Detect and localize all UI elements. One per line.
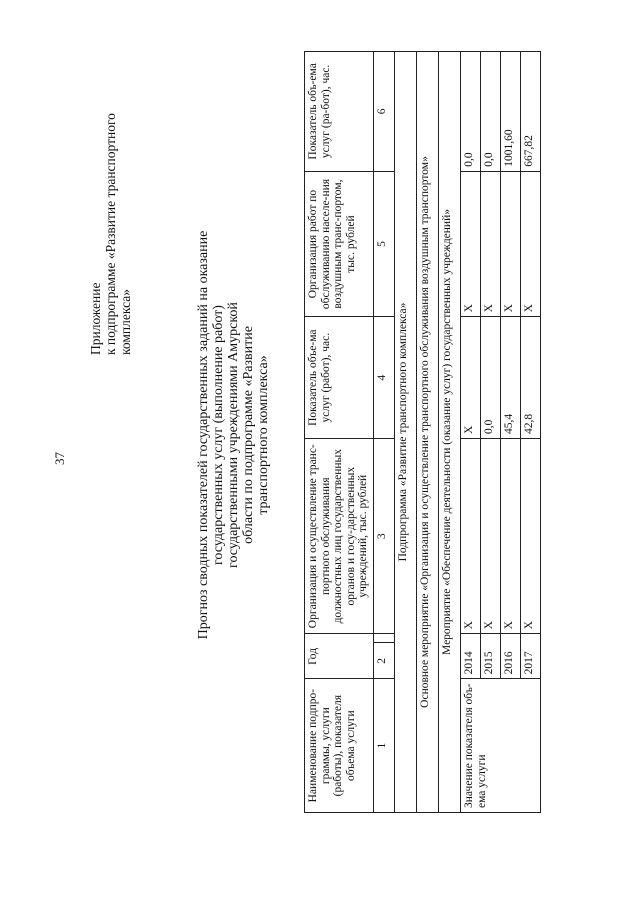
value-cell: X [521, 439, 541, 634]
header-cell-air-transport: Организация работ по обслуживанию населе-ния воздушным транс-портом, тыс. рублей [305, 171, 374, 317]
title-line: государственными учреждениями Амурской [226, 302, 241, 568]
appendix-note [88, 113, 133, 355]
value-cell: X [481, 171, 501, 317]
activity-row [439, 52, 461, 813]
indicator-label: Значение показателя объ-ема услуги [461, 679, 541, 813]
page-number: 37 [52, 452, 67, 465]
value-cell: X [501, 171, 521, 317]
header-cell-year: Год [305, 634, 374, 679]
title-line: государственных услуг (выполнение работ) [211, 305, 226, 565]
value-cell: 42,8 [521, 317, 541, 439]
value-cell: X [481, 439, 501, 634]
column-number: 1 [374, 679, 395, 813]
value-cell: X [521, 171, 541, 317]
forecast-table [304, 51, 541, 813]
activity-title: Мероприятие «Обеспечение деятельности (оказание услуг) государственных учреждений» [439, 52, 461, 813]
value-cell: 0,0 [481, 52, 501, 172]
year-cell: 2016 [501, 634, 521, 679]
appendix-line: комплекса» [118, 289, 133, 355]
subprogram-row [395, 52, 417, 813]
main-activity-title: Основное мероприятие «Организация и осуществление транспортного обслуживания воздушным транспортом» [417, 52, 439, 813]
title-line: Прогноз сводных показателей государственных заданий на оказание [196, 230, 211, 640]
value-cell: X [461, 439, 481, 634]
title-line: области по подпрограмме «Развитие [241, 326, 256, 544]
value-cell: X [461, 171, 481, 317]
value-cell: 0,0 [481, 317, 501, 439]
subprogram-title: Подпрограмма «Развитие транспортного комплекса» [395, 52, 417, 813]
value-cell: X [461, 317, 481, 439]
column-number-row [374, 52, 395, 813]
column-number: 5 [374, 171, 395, 317]
value-cell: X [501, 439, 521, 634]
spacer-cell [374, 634, 395, 643]
table-header-row [305, 52, 374, 813]
value-cell: 1001,60 [501, 52, 521, 172]
column-number: 2 [374, 643, 395, 679]
main-activity-row [417, 52, 439, 813]
header-cell-volume-hours: Показатель объе-ма услуг (работ), час. [305, 317, 374, 439]
value-cell: 0,0 [461, 52, 481, 172]
appendix-line: к подпрограмме «Развитие транспортного [103, 113, 118, 355]
value-cell: 45,4 [501, 317, 521, 439]
column-number: 6 [374, 52, 395, 172]
title-line: транспортного комплекса» [256, 355, 271, 515]
column-number: 4 [374, 317, 395, 439]
document-title [196, 175, 271, 695]
header-cell-transport-officials: Организация и осуществление транс-портного обслуживания должностных лиц государственных органов и госу-дарственных учреждений, тыс. рублей [305, 439, 374, 634]
year-cell: 2017 [521, 634, 541, 679]
year-cell: 2014 [461, 634, 481, 679]
table-row [461, 52, 481, 813]
column-number: 3 [374, 439, 395, 634]
header-cell-name: Наименование подпро-граммы, услуги (работы), показателя объема услуги [305, 679, 374, 813]
appendix-line: Приложение [88, 282, 103, 355]
year-cell: 2015 [481, 634, 501, 679]
header-cell-volume-hours-2: Показатель объ-ема услуг (ра-бот), час. [305, 52, 374, 172]
value-cell: 667,82 [521, 52, 541, 172]
